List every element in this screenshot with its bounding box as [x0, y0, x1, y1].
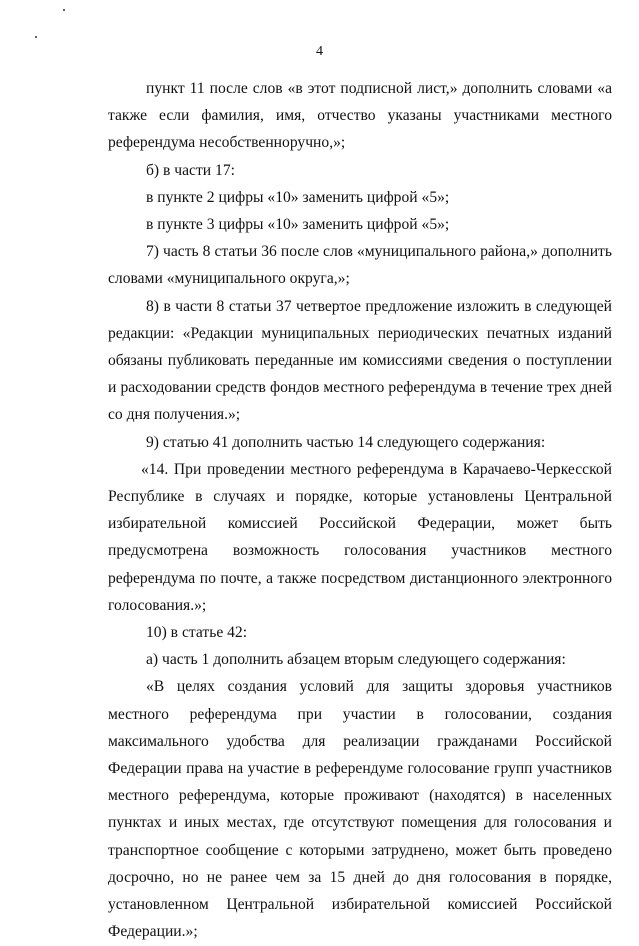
paragraph: 7) часть 8 статьи 36 после слов «муниципального района,» дополнить словами «муниципального округа,»;	[108, 243, 612, 288]
paragraph: 10) в статье 42:	[146, 624, 248, 642]
scan-speck	[63, 9, 65, 11]
paragraph: а) часть 1 дополнить абзацем вторым следующего содержания:	[146, 651, 566, 669]
page-number: 4	[316, 44, 323, 59]
document-body	[108, 75, 612, 946]
paragraph: 8) в части 8 статьи 37 четвертое предложение изложить в следующей редакции: «Редакции муниципальных периодических печатных изданий обязаны публиковать переданные им комиссиями сведения о поступлении и расходовании средств фондов местного референдума в течение трех дней со дня получения.»;	[108, 297, 612, 424]
paragraph: б) в части 17:	[146, 161, 235, 179]
paragraph: в пункте 3 цифры «10» заменить цифрой «5»;	[146, 216, 450, 234]
paragraph: в пункте 2 цифры «10» заменить цифрой «5»;	[146, 188, 450, 206]
paragraph: 9) статью 41 дополнить частью 14 следующего содержания:	[146, 433, 546, 451]
scan-speck	[35, 36, 37, 38]
paragraph: «14. При проведении местного референдума в Карачаево-Черкесской Республике в случаях и порядке, которые установлены Центральной избирательной комиссией Российской Федерации, может быть предусмотрена возможность голосования участников местного референдума по почте, а также посредством дистанционного электронного голосования.»;	[108, 460, 612, 614]
paragraph: «В целях создания условий для защиты здоровья участников местного референдума при участии в голосовании, создания максимального удобства для реализации гражданами Российской Федерации права на участие в референдуме голосование групп участников местного референдума, которые проживают (находятся) в населенных пунктах и иных местах, где отсутствуют помещения для голосования и транспортное сообщение с которыми затруднено, может быть проведено досрочно, но не ранее чем за 15 дней до дня голосования в порядке, установленном Центральной избирательной комиссией Российской Федерации.»;	[108, 678, 612, 941]
paragraph: пункт 11 после слов «в этот подписной лист,» дополнить словами «а также если фамилия, имя, отчество указаны участниками местного референдума несобственноручно,»;	[108, 80, 612, 152]
